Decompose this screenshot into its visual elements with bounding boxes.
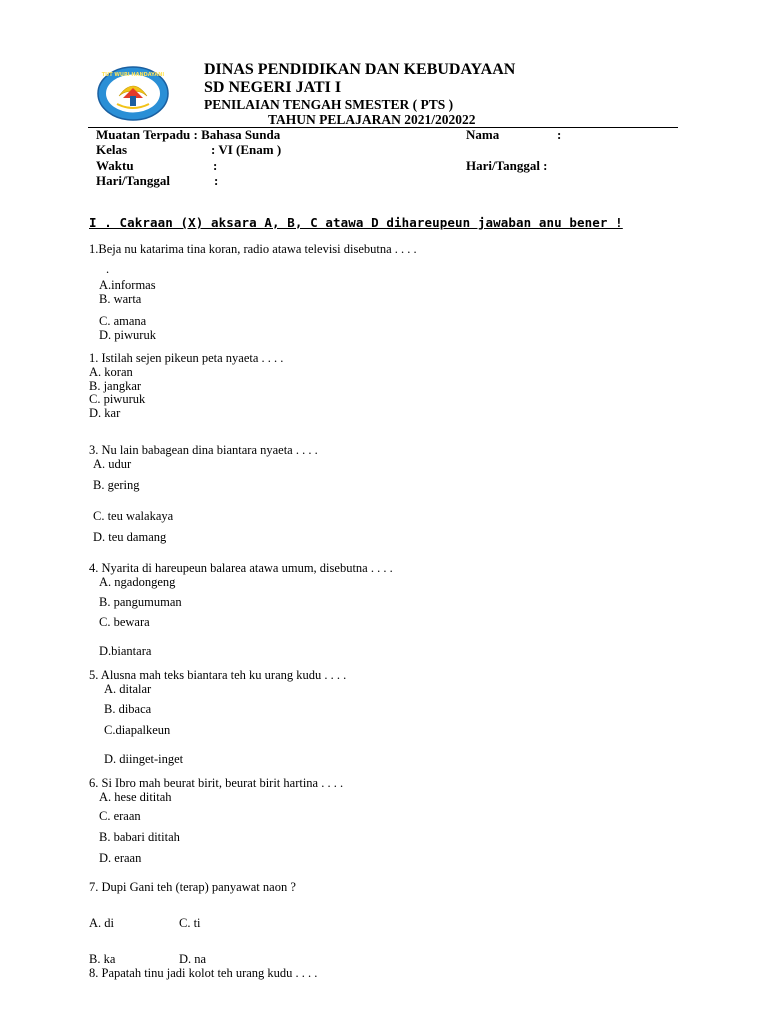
- q3-option-b: B. gering: [93, 478, 140, 492]
- q2-option-c: C. piwuruk: [89, 392, 146, 406]
- instruction: I . Cakraan (X) aksara A, B, C atawa D dihareupeun jawaban anu bener !: [89, 215, 623, 230]
- question-1: 1.Beja nu katarima tina koran, radio atawa televisi disebutna . . . .: [89, 242, 417, 256]
- question-2: 1. Istilah sejen pikeun peta nyaeta . . . .: [89, 351, 284, 365]
- q1-option-d: D. piwuruk: [99, 328, 156, 342]
- q1-option-b: B. warta: [99, 292, 142, 306]
- q4-option-b: B. pangumuman: [99, 595, 182, 609]
- header-year: TAHUN PELAJARAN 2021/202022: [268, 112, 476, 127]
- q1-option-a: A.informas: [99, 278, 156, 292]
- date-label: Hari/Tanggal: [96, 173, 170, 188]
- q6-option-a: A. hese dititah: [99, 790, 172, 804]
- name-label: Nama: [466, 127, 500, 142]
- question-7: 7. Dupi Gani teh (terap) panyawat naon ?: [89, 880, 296, 894]
- tut-wuri-handayani-logo: [97, 66, 169, 121]
- q7-option-c: C. ti: [179, 916, 201, 930]
- class-label: Kelas: [96, 142, 128, 157]
- q4-option-c: C. bewara: [99, 615, 150, 629]
- question-6: 6. Si Ibro mah beurat birit, beurat birit hartina . . . .: [89, 776, 344, 790]
- q3-option-c: C. teu walakaya: [93, 509, 174, 523]
- header-school: SD NEGERI JATI I: [204, 79, 342, 96]
- date-colon: :: [214, 173, 219, 188]
- q4-option-a: A. ngadongeng: [99, 575, 176, 589]
- class-value: : VI (Enam ): [211, 142, 282, 157]
- header-exam: PENILAIAN TENGAH SMESTER ( PTS ): [204, 97, 454, 112]
- subject-line: Muatan Terpadu : Bahasa Sunda: [96, 127, 281, 142]
- question-8: 8. Papatah tinu jadi kolot teh urang kudu . . . .: [89, 966, 318, 980]
- q5-option-b: B. dibaca: [104, 702, 152, 716]
- q2-option-b: B. jangkar: [89, 379, 142, 393]
- question-3: 3. Nu lain babagean dina biantara nyaeta . . . .: [89, 443, 318, 457]
- q7-option-d: D. na: [179, 952, 207, 966]
- question-1-dot: .: [106, 262, 110, 276]
- q5-option-c: C.diapalkeun: [104, 723, 171, 737]
- question-5: 5. Alusna mah teks biantara teh ku urang kudu . . . .: [89, 668, 347, 682]
- q7-option-a: A. di: [89, 916, 114, 930]
- q6-option-c: B. babari dititah: [99, 830, 180, 844]
- q7-option-b: B. ka: [89, 952, 116, 966]
- q3-option-a: A. udur: [93, 457, 132, 471]
- time-label: Waktu: [96, 158, 134, 173]
- date-label-right: Hari/Tanggal :: [466, 158, 548, 173]
- q6-option-d: D. eraan: [99, 851, 142, 865]
- svg-text:TUT WURI HANDAYANI: TUT WURI HANDAYANI: [101, 72, 165, 78]
- q3-option-d: D. teu damang: [93, 530, 167, 544]
- q2-option-d: D. kar: [89, 406, 121, 420]
- q5-option-d: D. diinget-inget: [104, 752, 184, 766]
- q1-option-c: C. amana: [99, 314, 147, 328]
- q4-option-d: D.biantara: [99, 644, 152, 658]
- time-colon: :: [213, 158, 218, 173]
- name-colon: :: [557, 127, 562, 142]
- q5-option-a: A. ditalar: [104, 682, 152, 696]
- header-agency: DINAS PENDIDIKAN DAN KEBUDAYAAN: [204, 61, 516, 78]
- question-4: 4. Nyarita di hareupeun balarea atawa umum, disebutna . . . .: [89, 561, 393, 575]
- q6-option-b: C. eraan: [99, 809, 141, 823]
- q2-option-a: A. koran: [89, 365, 133, 379]
